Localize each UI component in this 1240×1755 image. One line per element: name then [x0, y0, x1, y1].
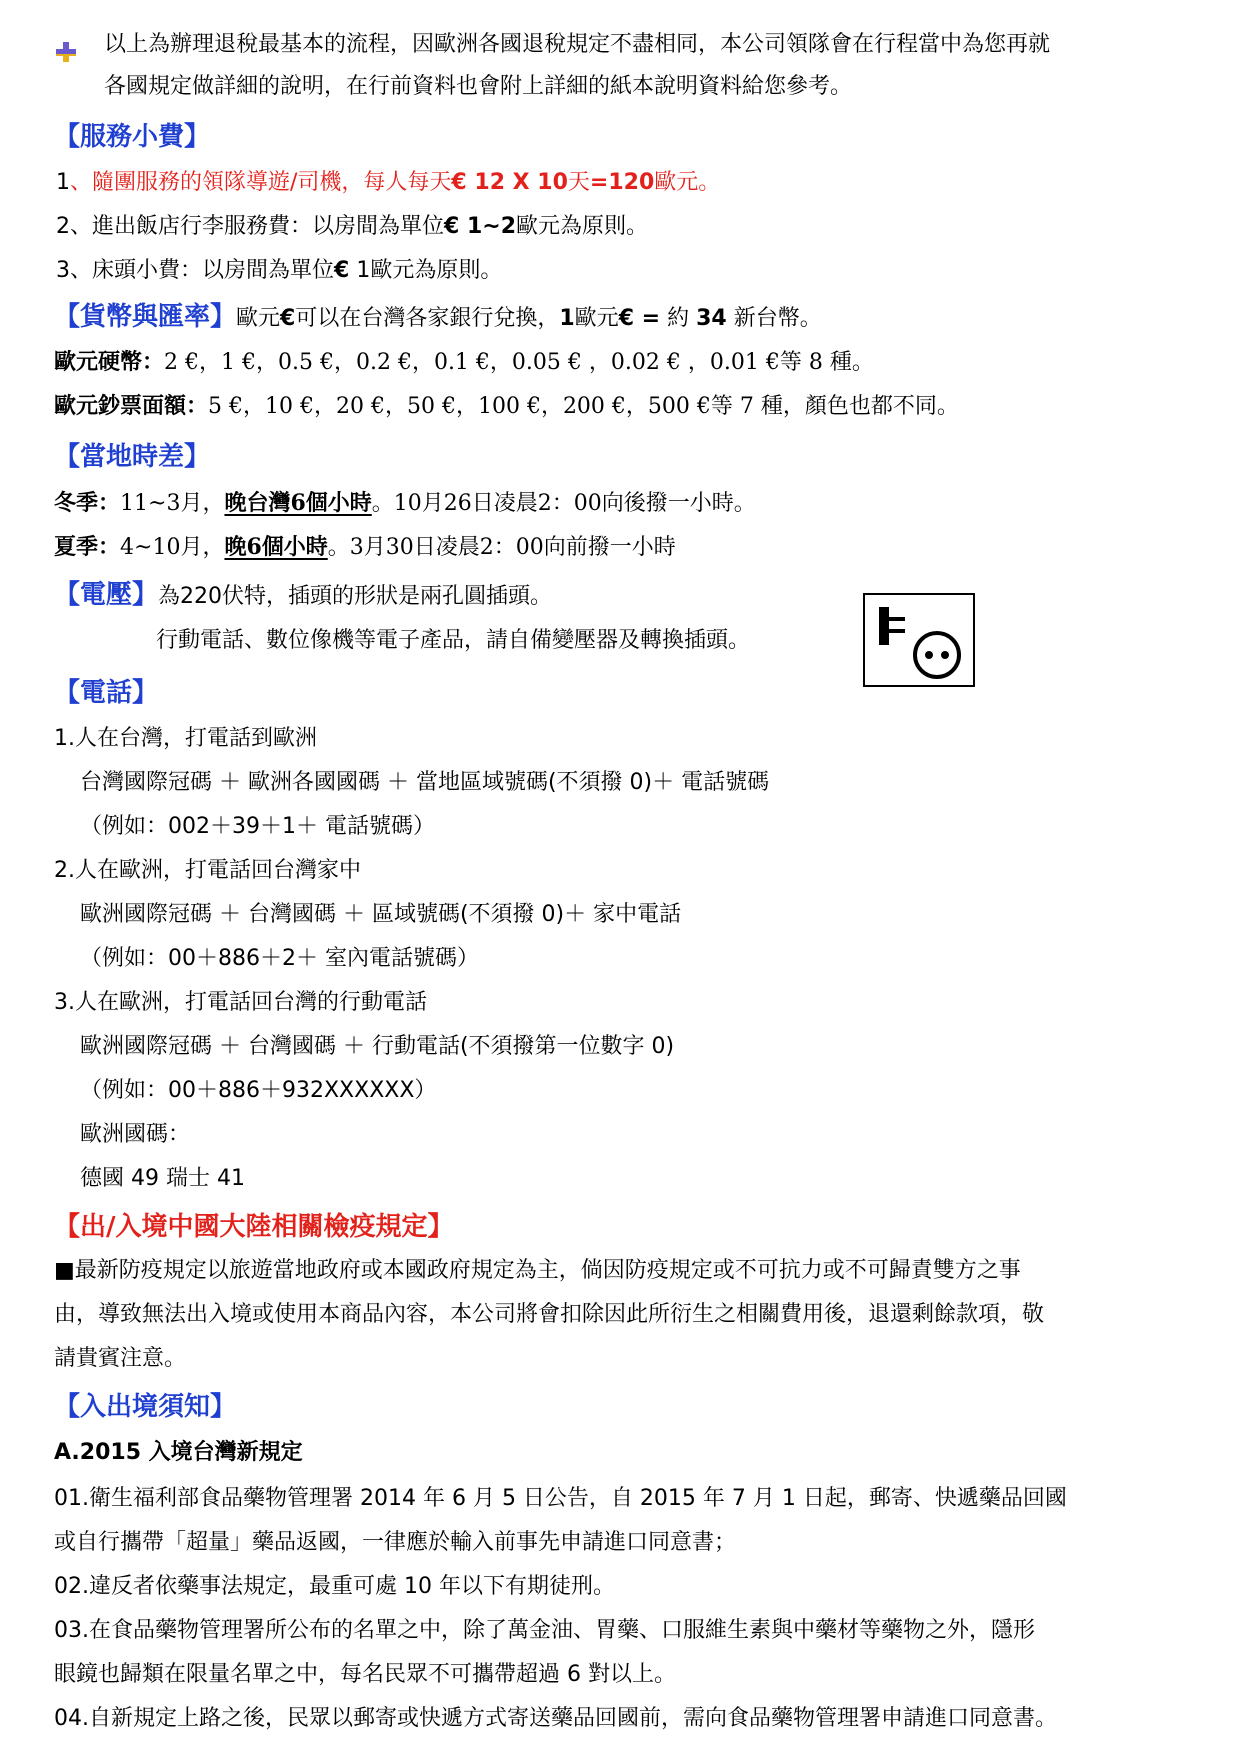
voltage-line	[54, 578, 552, 612]
quarantine-line-3: 請貴賓注意。	[54, 1346, 187, 1371]
entry-p4: 04.自新規定上路之後，民眾以郵寄或快遞方式寄送藥品回國前，需向食品藥物管理署申請進口同意書。	[54, 1706, 1057, 1731]
tips-item-1-end: 歐元。	[654, 170, 721, 195]
entry-subheading: A.2015 入境台灣新規定	[54, 1440, 303, 1465]
currency-text-1: 歐元	[236, 306, 281, 331]
plug-socket-icon	[863, 593, 975, 687]
entry-heading: 【入出境須知】	[54, 1392, 237, 1422]
entry-p2: 02.違反者依藥事法規定，最重可處 10 年以下有期徒刑。	[54, 1574, 615, 1599]
summer-offset: 晚6個小時	[224, 534, 328, 560]
tips-item-3-euro: €	[334, 258, 350, 283]
entry-p3-line-2: 眼鏡也歸類在限量名單之中，每名民眾不可攜帶超過 6 對以上。	[54, 1662, 676, 1687]
phone-s2-example: （例如：00＋886＋2＋ 室內電話號碼）	[80, 946, 479, 971]
currency-coins-label: 歐元硬幣：	[54, 350, 165, 375]
voltage-text: 為220伏特，插頭的形狀是兩孔圓插頭。	[158, 584, 553, 609]
currency-euro-eq: € =	[618, 306, 661, 331]
voltage-line-2: 行動電話、數位像機等電子產品，請自備變壓器及轉換插頭。	[156, 628, 751, 653]
currency-one: 1	[559, 306, 575, 331]
tips-item-1-total: =120	[589, 170, 655, 195]
tips-item-1-num: 1	[56, 170, 70, 195]
entry-p1-line-1: 01.衛生福利部食品藥物管理署 2014 年 6 月 5 日公告，自 2015 年 7 月 1 日起，郵寄、快遞藥品回國	[54, 1486, 1067, 1511]
phone-s2-formula: 歐洲國際冠碼 ＋ 台灣國碼 ＋ 區域號碼(不須撥 0)＋ 家中電話	[80, 902, 682, 927]
intro-line-1: 以上為辦理退稅最基本的流程，因歐洲各國退稅規定不盡相同，本公司領隊會在行程當中為您再就	[104, 32, 1051, 57]
tips-heading: 【服務小費】	[54, 122, 211, 152]
phone-s3-formula: 歐洲國際冠碼 ＋ 台灣國碼 ＋ 行動電話(不須撥第一位數字 0)	[80, 1034, 675, 1059]
intro-line-2: 各國規定做詳細的說明，在行前資料也會附上詳細的紙本說明資料給您參考。	[104, 74, 853, 99]
winter-offset: 晚台灣6個小時	[224, 490, 372, 516]
summer-text: 4~10月，	[120, 535, 225, 560]
currency-coins-values: 2 €，1 €，0.5 €，0.2 €，0.1 €，0.05 € ，0.02 € ，0.01 €等 8 種。	[164, 350, 874, 375]
phone-s1-formula: 台灣國際冠碼 ＋ 歐洲各國國碼 ＋ 當地區域號碼(不須撥 0)＋ 電話號碼	[80, 770, 770, 795]
currency-text-2: 可以在台灣各家銀行兌換，	[295, 306, 560, 331]
tips-item-2	[56, 212, 648, 242]
plus-bullet-icon	[54, 40, 78, 64]
quarantine-line-2: 由，導致無法出入境或使用本商品內容，本公司將會扣除因此所衍生之相關費用後，退還剩餘款項，敬	[54, 1302, 1045, 1327]
phone-codes-label: 歐洲國碼：	[80, 1122, 191, 1147]
tips-item-3-text: 、床頭小費：以房間為單位	[70, 258, 335, 283]
currency-notes-label: 歐元鈔票面額：	[54, 394, 209, 419]
currency-line	[54, 300, 822, 334]
currency-text-3: 歐元	[574, 306, 619, 331]
winter-label: 冬季：	[54, 491, 121, 516]
quarantine-heading: 【出/入境中國大陸相關檢疫規定】	[54, 1212, 454, 1242]
winter-text: 11~3月，	[120, 491, 225, 516]
tips-item-3-num: 3	[56, 258, 70, 283]
tips-item-2-text: 、進出飯店行李服務費：以房間為單位	[70, 214, 445, 239]
currency-rate: 34	[696, 306, 727, 331]
currency-euro: €	[280, 306, 296, 331]
tips-item-3-end: 1歐元為原則。	[349, 258, 503, 283]
currency-text-5: 新台幣。	[726, 306, 822, 331]
currency-heading: 【貨幣與匯率】	[54, 302, 237, 332]
tips-item-1-text: 、隨團服務的領隊導遊/司機，每人每天	[70, 170, 452, 195]
tips-item-2-amount: € 1~2	[444, 214, 517, 239]
entry-p1-line-2: 或自行攜帶「超量」藥品返國，一律應於輸入前事先申請進口同意書；	[54, 1530, 737, 1555]
tips-item-1-day: 天	[567, 170, 590, 195]
summer-end: 。3月30日凌晨2：00向前撥一小時	[327, 535, 676, 560]
tips-item-2-end: 歐元為原則。	[516, 214, 649, 239]
currency-notes-values: 5 €，10 €，20 €，50 €，100 €，200 €，500 €等 7 種，顏色也都不同。	[208, 394, 959, 419]
currency-coins	[54, 348, 874, 378]
tips-item-3	[56, 256, 502, 286]
winter-end: 。10月26日凌晨2：00向後撥一小時。	[371, 491, 756, 516]
phone-codes: 德國 49 瑞士 41	[80, 1166, 245, 1191]
summer-label: 夏季：	[54, 535, 121, 560]
currency-text-4: 約	[660, 306, 697, 331]
timezone-summer	[54, 532, 676, 563]
currency-notes	[54, 392, 959, 422]
timezone-winter	[54, 488, 756, 519]
phone-s1-example: （例如：002＋39＋1＋ 電話號碼）	[80, 814, 435, 839]
tips-item-2-num: 2	[56, 214, 70, 239]
quarantine-line-1: ■最新防疫規定以旅遊當地政府或本國政府規定為主，倘因防疫規定或不可抗力或不可歸責雙方之事	[54, 1258, 1021, 1283]
phone-s3-example: （例如：00＋886＋932XXXXXX）	[80, 1078, 437, 1103]
tips-item-1	[56, 168, 720, 198]
phone-s2-title: 2.人在歐洲，打電話回台灣家中	[54, 858, 361, 883]
timezone-heading: 【當地時差】	[54, 442, 211, 472]
phone-s3-title: 3.人在歐洲，打電話回台灣的行動電話	[54, 990, 427, 1015]
entry-p3-line-1: 03.在食品藥物管理署所公布的名單之中，除了萬金油、胃藥、口服維生素與中藥材等藥物之外，隱形	[54, 1618, 1035, 1643]
phone-s1-title: 1.人在台灣，打電話到歐洲	[54, 726, 317, 751]
phone-heading: 【電話】	[54, 678, 159, 708]
voltage-heading: 【電壓】	[54, 580, 159, 610]
tips-item-1-amount: € 12 X 10	[451, 170, 568, 195]
